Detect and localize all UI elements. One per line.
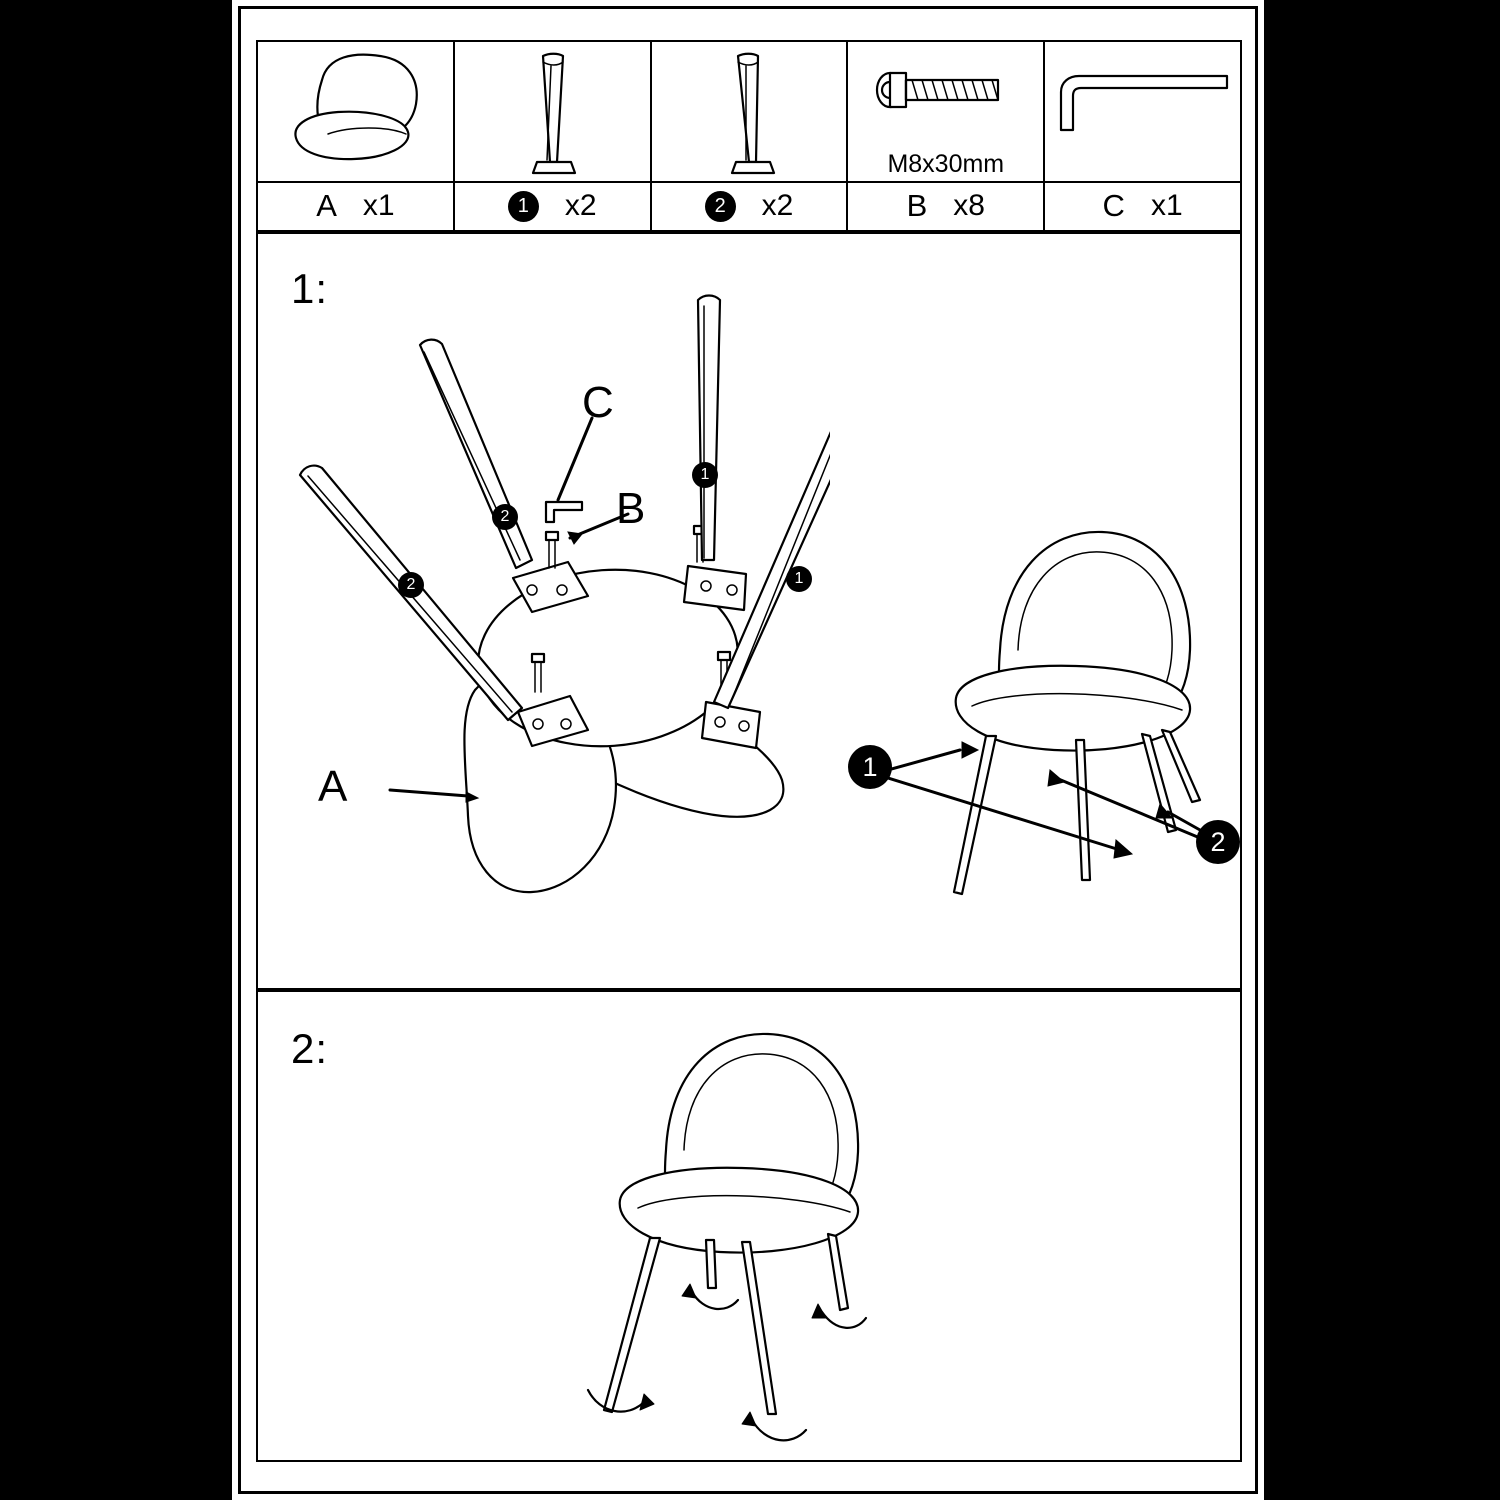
part-cell-leg2 (652, 42, 849, 230)
chair-seat-shell-icon (258, 42, 452, 182)
parts-table (256, 40, 1242, 232)
part-qty-a: x1 (362, 189, 395, 223)
allen-key-in-step (546, 502, 582, 522)
part-art-leg2 (652, 42, 847, 183)
allen-key-icon (1045, 42, 1239, 182)
step-1-number: 1: (291, 265, 329, 312)
part-label-key (1045, 183, 1240, 230)
chair-final-icon (604, 1034, 858, 1414)
part-tag-leg2: 2 (705, 191, 736, 222)
badge-chair-leg2: 2 (1196, 820, 1240, 864)
part-tag-leg1: 1 (508, 191, 539, 222)
step-1-exploded-view (270, 260, 830, 950)
part-qty-leg1: x2 (564, 189, 597, 223)
part-art-bolt (848, 42, 1043, 183)
part-qty-leg2: x2 (761, 189, 794, 223)
callout-a-step1: A (318, 762, 348, 811)
part-art-a (258, 42, 453, 183)
tapered-leg-rear-icon (652, 42, 846, 182)
part-cell-leg1 (455, 42, 652, 230)
part-cell-key (1045, 42, 1240, 230)
part-label-leg2 (652, 183, 847, 230)
part-cell-a (258, 42, 455, 230)
badge-leg2-upper: 2 (492, 504, 518, 530)
bolt-size-label: M8x30mm (887, 149, 1005, 178)
tapered-leg-front-icon (455, 42, 649, 182)
badge-leg1-lower: 1 (786, 566, 812, 592)
part-label-a (258, 183, 453, 230)
step-2-chair-illustration (560, 1020, 960, 1460)
part-qty-bolt: x8 (953, 189, 985, 223)
part-cell-bolt (848, 42, 1045, 230)
badge-chair-leg1: 1 (848, 745, 892, 789)
step-1-chair-callout-arrows (820, 720, 1240, 900)
part-label-leg1 (455, 183, 650, 230)
part-art-leg1 (455, 42, 650, 183)
part-qty-key: x1 (1150, 189, 1183, 223)
feet-rotation-arrows (588, 1284, 866, 1440)
step-2-number: 2: (291, 1025, 329, 1072)
callout-b-step1: B (616, 484, 646, 533)
part-art-key (1045, 42, 1240, 183)
part-tag-bolt: B (906, 188, 928, 224)
part-label-bolt (848, 183, 1043, 230)
part-tag-a: A (316, 188, 337, 224)
badge-leg1-upper: 1 (692, 462, 718, 488)
badge-leg2-lower: 2 (398, 572, 424, 598)
part-tag-key: C (1102, 188, 1125, 224)
callout-c-step1: C (582, 378, 614, 427)
